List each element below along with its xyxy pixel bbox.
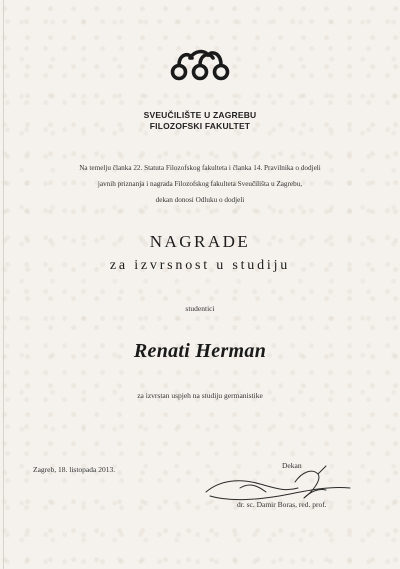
dean-label: Dekan	[282, 461, 302, 470]
institution-header	[0, 110, 400, 132]
award-reason: za izvrstan uspjeh na studiju germanistike	[137, 391, 263, 400]
dean-name: dr. sc. Damir Boras, red. prof.	[237, 500, 327, 509]
university-name: SVEUČILIŠTE U ZAGREBU	[143, 110, 257, 120]
place-and-date: Zagreb, 18. listopada 2013.	[33, 465, 116, 474]
award-title: NAGRADE	[149, 232, 251, 251]
faculty-name: FILOZOFSKI FAKULTET	[149, 121, 251, 131]
recipient-name: Renati Herman	[133, 340, 267, 362]
recipient-label: studentici	[185, 304, 215, 313]
university-emblem-icon	[165, 48, 235, 82]
legal-basis-text	[30, 160, 370, 208]
award-subtitle: za izvrsnost u studiju	[109, 258, 291, 273]
page-edge-line	[3, 0, 4, 569]
legal-line-3: dekan donosi Odluku o dodjeli	[155, 196, 245, 204]
legal-line-2: javnih priznanja i nagrada Filozofskog fakulteta Sveučilišta u Zagrebu,	[97, 180, 303, 188]
legal-line-1: Na temelju članka 22. Statuta Filozofskog fakulteta i članka 14. Pravilnika o dodjeli	[79, 164, 321, 172]
